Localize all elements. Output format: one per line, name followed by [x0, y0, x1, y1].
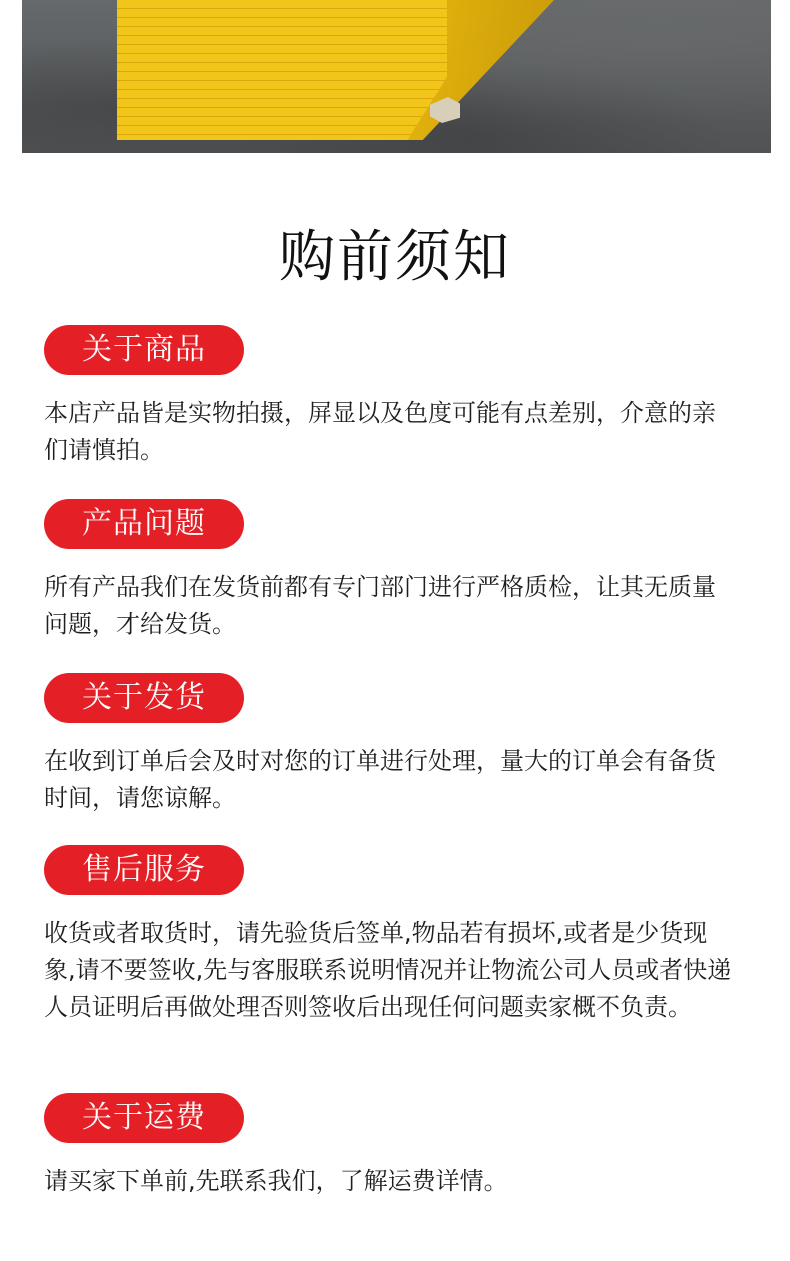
- board-stack: [117, 0, 447, 140]
- section-text: 收货或者取货时，请先验货后签单,物品若有损坏,或者是少货现象,请不要签收,先与客服联系说明情况并让物流公司人员或者快递人员证明后再做处理否则签收后出现任何问题卖家概不负责。: [44, 919, 732, 1021]
- section-shipping-fee: [44, 1093, 744, 1200]
- section-heading: 关于发货: [44, 673, 244, 723]
- section-heading: 售后服务: [44, 845, 244, 895]
- section-heading: 产品问题: [44, 499, 244, 549]
- section-text: 在收到订单后会及时对您的订单进行处理，量大的订单会有备货时间，请您谅解。: [44, 747, 716, 812]
- section-text: 请买家下单前,先联系我们，了解运费详情。: [44, 1167, 508, 1195]
- section-text: 本店产品皆是实物拍摄，屏显以及色度可能有点差别，介意的亲们请慎拍。: [44, 399, 716, 464]
- section-after-sales: [44, 845, 744, 1026]
- section-text: 所有产品我们在发货前都有专门部门进行严格质检，让其无质量问题，才给发货。: [44, 573, 716, 638]
- section-heading: 关于商品: [44, 325, 244, 375]
- page-title: 购前须知: [279, 225, 511, 290]
- product-photo: [22, 0, 771, 153]
- section-product-issues: [44, 499, 744, 643]
- section-heading: 关于运费: [44, 1093, 244, 1143]
- section-about-product: [44, 325, 744, 469]
- section-shipping: [44, 673, 744, 817]
